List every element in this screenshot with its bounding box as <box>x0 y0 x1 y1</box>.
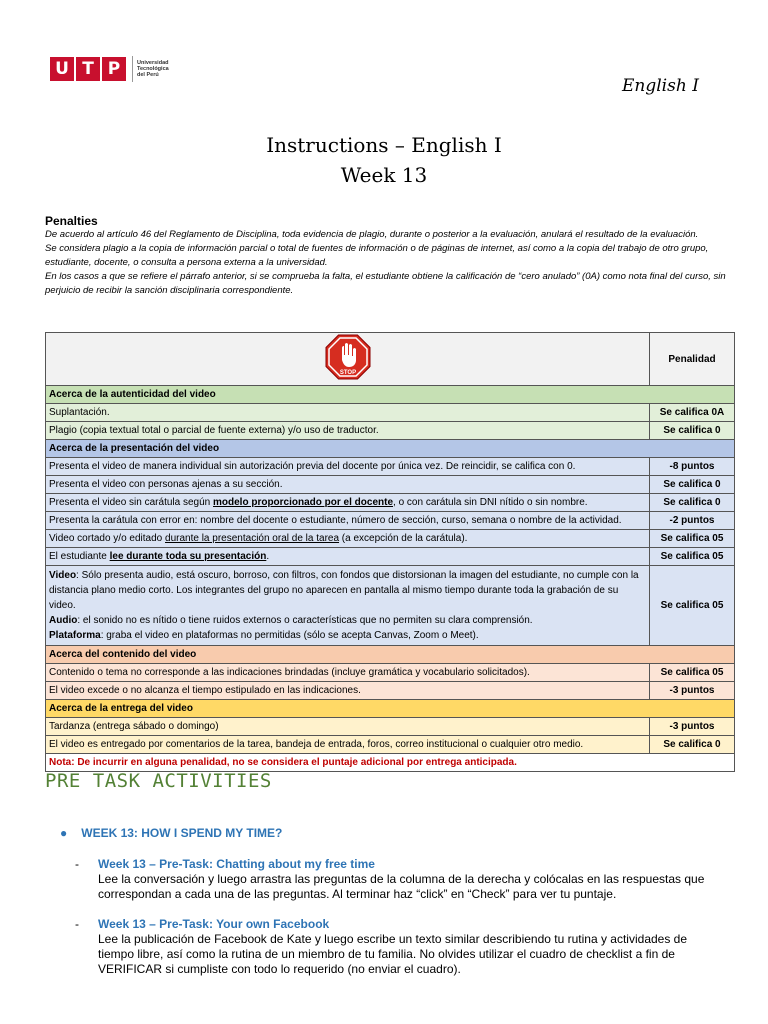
rule-text: Suplantación. <box>46 404 650 422</box>
course-name: English I <box>622 76 699 96</box>
penalties-paragraph: De acuerdo al artículo 46 del Reglamento de Disciplina, toda evidencia de plagio, durante o posterior a la evaluación, anulará el resultado de la evaluación. <box>45 229 699 240</box>
table-row <box>46 664 735 682</box>
rule-text-part: Presenta el video sin carátula según <box>49 497 213 508</box>
rule-text-part: . <box>266 551 270 562</box>
rule-text-part: : el sonido no es nítido o tiene ruidos externos o características que no permiten su clara comprensión. <box>77 615 533 626</box>
rule-penalty: Se califica 05 <box>650 566 735 646</box>
dash-icon: - <box>75 917 79 931</box>
penalties-paragraph: En los casos a que se refiere el párrafo anterior, si se comprueba la falta, el estudiante obtiene la calificación de “cero anulado” (0A) como nota final del curso, sin perjuicio de recibir la sanción disciplinaria correspondiente. <box>45 271 726 296</box>
rule-text-emphasis: durante la presentación oral de la tarea <box>165 533 340 544</box>
table-row <box>46 548 735 566</box>
stop-cell <box>46 333 650 386</box>
rule-text-part: Video cortado y/o editado <box>49 533 166 544</box>
section-row <box>46 386 735 404</box>
penalidad-header: Penalidad <box>650 333 735 386</box>
rule-penalty: Se califica 0 <box>650 476 735 494</box>
rule-penalty: Se califica 05 <box>650 548 735 566</box>
video-label: Video <box>49 570 77 581</box>
title-line-1: Instructions – English I <box>266 133 502 157</box>
rule-text-part: (a excepción de la carátula). <box>339 533 468 544</box>
logo-letter-u: U <box>50 57 74 81</box>
platform-label: Plataforma <box>49 630 101 641</box>
table-row <box>46 494 735 512</box>
section-title: Acerca del contenido del video <box>46 646 735 664</box>
section-title: Acerca de la autenticidad del video <box>46 386 735 404</box>
logo-separator <box>132 56 133 82</box>
table-row <box>46 476 735 494</box>
rule-text: Contenido o tema no corresponde a las indicaciones brindadas (incluye gramática y vocabulario solicitados). <box>46 664 650 682</box>
activity-description: Lee la publicación de Facebook de Kate y luego escribe un texto similar describiendo tu rutina y actividades de tiempo libre, así como la rutina de un miembro de tu familia. No olvides utilizar el cuadro de checklist a fin de VERIFICAR si cumpliste con todo lo requerido (no enviar el cuadro). <box>98 932 688 976</box>
rule-text-part: El estudiante <box>49 551 110 562</box>
rule-text-emphasis: modelo proporcionado por el docente <box>213 497 394 508</box>
rule-penalty: Se califica 0 <box>650 736 735 754</box>
bullet-icon: ● <box>60 826 68 840</box>
activity-link[interactable]: Week 13 – Pre-Task: Chatting about my free time <box>98 857 375 871</box>
rule-penalty: -2 puntos <box>650 512 735 530</box>
logo-subtitle <box>137 60 169 78</box>
rule-text: Presenta el video de manera individual sin autorización previa del docente por única vez. De reincidir, se califica con 0. <box>46 458 650 476</box>
penalties-heading: Penalties <box>45 214 98 228</box>
table-row <box>46 682 735 700</box>
logo-letter-t: T <box>76 57 100 81</box>
rule-text: Presenta la carátula con error en: nombre del docente o estudiante, número de sección, curso, semana o nombre de la actividad. <box>46 512 650 530</box>
penalties-table <box>45 332 735 772</box>
penalties-text <box>45 228 730 298</box>
title-line-2: Week 13 <box>340 163 428 187</box>
section-title: Acerca de la entrega del video <box>46 700 735 718</box>
table-row <box>46 736 735 754</box>
utp-logo <box>50 56 169 82</box>
logo-sub-line: del Perú <box>137 72 159 78</box>
logo-sub-line: Universidad <box>137 60 169 66</box>
stop-label: STOP <box>339 370 356 376</box>
rule-text <box>46 548 650 566</box>
note-row <box>46 754 735 772</box>
logo-letter-p: P <box>102 57 126 81</box>
rule-text: El video es entregado por comentarios de la tarea, bandeja de entrada, foros, correo institucional o cualquier otro medio. <box>46 736 650 754</box>
dash-icon: - <box>75 857 79 871</box>
logo-sub-line: Tecnológica <box>137 66 169 72</box>
activity-item <box>75 857 725 902</box>
rule-text-part: : Sólo presenta audio, está oscuro, borroso, con filtros, con fondos que distorsionan la imagen del estudiante, no cumple con la distancia plano medio corto. Los integrantes del grupo no aparecen en pantalla al mismo tiempo durante toda la grabación de su video. <box>49 570 639 611</box>
page-title <box>0 130 768 190</box>
table-row <box>46 404 735 422</box>
activity-item <box>75 917 725 977</box>
rule-text: El video excede o no alcanza el tiempo estipulado en las indicaciones. <box>46 682 650 700</box>
section-row <box>46 700 735 718</box>
section-row <box>46 646 735 664</box>
rule-penalty: Se califica 05 <box>650 664 735 682</box>
activity-link[interactable]: Week 13 – Pre-Task: Your own Facebook <box>98 917 330 931</box>
week-title: WEEK 13: HOW I SPEND MY TIME? <box>81 826 283 840</box>
section-row <box>46 440 735 458</box>
pretask-heading: PRE TASK ACTIVITIES <box>45 770 272 792</box>
section-title: Acerca de la presentación del video <box>46 440 735 458</box>
rule-penalty: Se califica 0 <box>650 422 735 440</box>
stop-sign-icon <box>325 334 371 380</box>
activity-description: Lee la conversación y luego arrastra las preguntas de la columna de la derecha y colócalas en las respuestas que correspondan a cada una de las preguntas. Al terminar haz “click” en “Check” para ver tu puntaje. <box>98 872 705 901</box>
table-row <box>46 530 735 548</box>
week-bullet <box>60 826 282 840</box>
rule-penalty: -3 puntos <box>650 718 735 736</box>
rule-text: Presenta el video con personas ajenas a su sección. <box>46 476 650 494</box>
table-row <box>46 566 735 646</box>
rule-text: Tardanza (entrega sábado o domingo) <box>46 718 650 736</box>
rule-penalty: Se califica 0A <box>650 404 735 422</box>
rule-text-part: : graba el video en plataformas no permitidas (sólo se acepta Canvas, Zoom o Meet). <box>100 630 479 641</box>
table-row <box>46 422 735 440</box>
table-row <box>46 718 735 736</box>
table-note: Nota: De incurrir en alguna penalidad, no se considera el puntaje adicional por entrega anticipada. <box>46 754 735 772</box>
table-header-row <box>46 333 735 386</box>
rule-penalty: -8 puntos <box>650 458 735 476</box>
table-row <box>46 512 735 530</box>
rule-penalty: Se califica 05 <box>650 530 735 548</box>
penalties-paragraph: Se considera plagio a la copia de información parcial o total de fuentes de información o de páginas de internet, así como a la copia del trabajo de otro grupo, estudiante, docente, o consulta a persona externa a la universidad. <box>45 243 709 268</box>
audio-label: Audio <box>49 615 78 626</box>
table-row <box>46 458 735 476</box>
rule-penalty: Se califica 0 <box>650 494 735 512</box>
rule-text: Plagio (copia textual total o parcial de fuente externa) y/o uso de traductor. <box>46 422 650 440</box>
rule-text-part: , o con carátula sin DNI nítido o sin nombre. <box>393 497 588 508</box>
rule-text <box>46 530 650 548</box>
rule-text-emphasis: lee durante toda su presentación <box>109 551 267 562</box>
rule-text <box>46 494 650 512</box>
rule-text <box>46 566 650 646</box>
rule-penalty: -3 puntos <box>650 682 735 700</box>
